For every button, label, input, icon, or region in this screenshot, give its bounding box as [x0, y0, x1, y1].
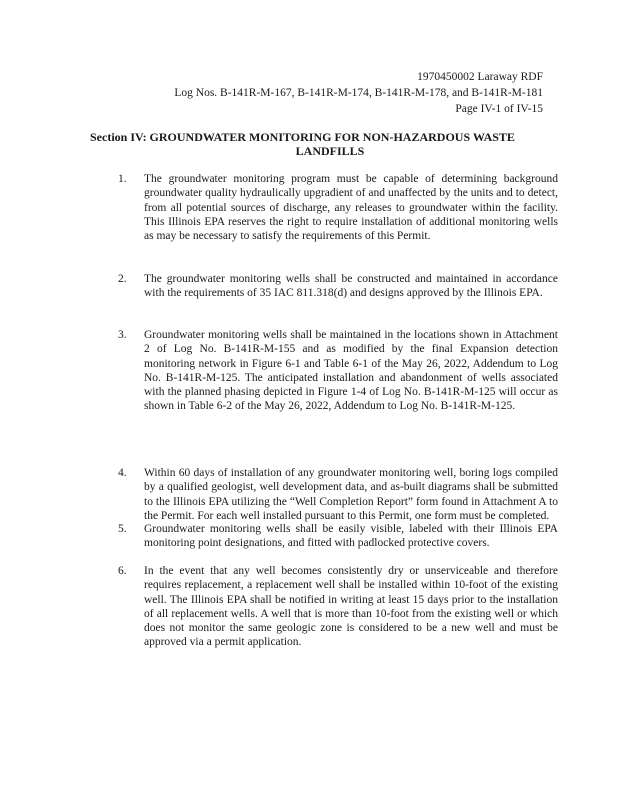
list-item: [118, 272, 558, 301]
header-permit-id: 1970450002 Laraway RDF: [417, 71, 543, 83]
list-item-number: 6.: [118, 565, 127, 577]
list-item-number: 2.: [118, 273, 127, 285]
list-item: [118, 466, 558, 523]
section-title-line-1: Section IV: GROUNDWATER MONITORING FOR NON-HAZARDOUS WASTE: [90, 130, 515, 144]
list-item-text: Within 60 days of installation of any groundwater monitoring well, boring logs compiled by a qualified geologist, well development data, and as-built diagrams shall be submitted to the Illinois EPA utilizing the “Well Completion Report” form found in Attachment A to the Permit. For each well installed pursuant to this Permit, one form must be completed.: [144, 467, 558, 522]
list-item: [118, 172, 558, 243]
section-title: [90, 130, 560, 158]
header-page-number: Page IV-1 of IV-15: [455, 103, 543, 115]
list-item-text: The groundwater monitoring wells shall be constructed and maintained in accordance with the requirements of 35 IAC 811.318(d) and designs approved by the Illinois EPA.: [144, 273, 558, 300]
section-title-line-2: LANDFILLS: [295, 144, 365, 158]
list-item-number: 3.: [118, 329, 127, 341]
header-log-numbers: Log Nos. B-141R-M-167, B-141R-M-174, B-141R-M-178, and B-141R-M-181: [174, 87, 543, 99]
list-item-text: The groundwater monitoring program must be capable of determining background groundwater quality hydraulically upgradient of and unaffected by the units and to detect, from all potential sources of discharge, any releases to groundwater within the facility. This Illinois EPA reserves the right to require installation of additional monitoring wells as may be necessary to satisfy the requirements of this Permit.: [144, 173, 558, 243]
list-item-number: 5.: [118, 523, 127, 535]
list-item-text: Groundwater monitoring wells shall be maintained in the locations shown in Attachment 2 of Log No. B-141R-M-155 and as modified by the final Expansion detection monitoring network in Figure 6-1 and Table 6-1 of the May 26, 2022, Addendum to Log No. B-141R-M-125. The anticipated installation and abandonment of wells associated with the planned phasing depicted in Figure 1-4 of Log No. B-141R-M-125 will occur as shown in Table 6-2 of the May 26, 2022, Addendum to Log No. B-141R-M-125.: [144, 329, 558, 413]
list-item-number: 4.: [118, 467, 127, 479]
list-item-number: 1.: [118, 173, 127, 185]
list-item-text: In the event that any well becomes consistently dry or unserviceable and therefore requires replacement, a replacement well shall be installed within 10-foot of the existing well. The Illinois EPA shall be notified in writing at least 15 days prior to the installation of all replacement wells. A well that is more than 10-foot from the existing well or which does not monitor the same geologic zone is considered to be a new well and must be approved via a permit application.: [144, 565, 558, 649]
list-item-text: Groundwater monitoring wells shall be easily visible, labeled with their Illinois EPA monitoring point designations, and fitted with padlocked protective covers.: [144, 523, 558, 550]
list-item: [118, 522, 558, 551]
list-item: [118, 564, 558, 650]
list-item: [118, 328, 558, 414]
